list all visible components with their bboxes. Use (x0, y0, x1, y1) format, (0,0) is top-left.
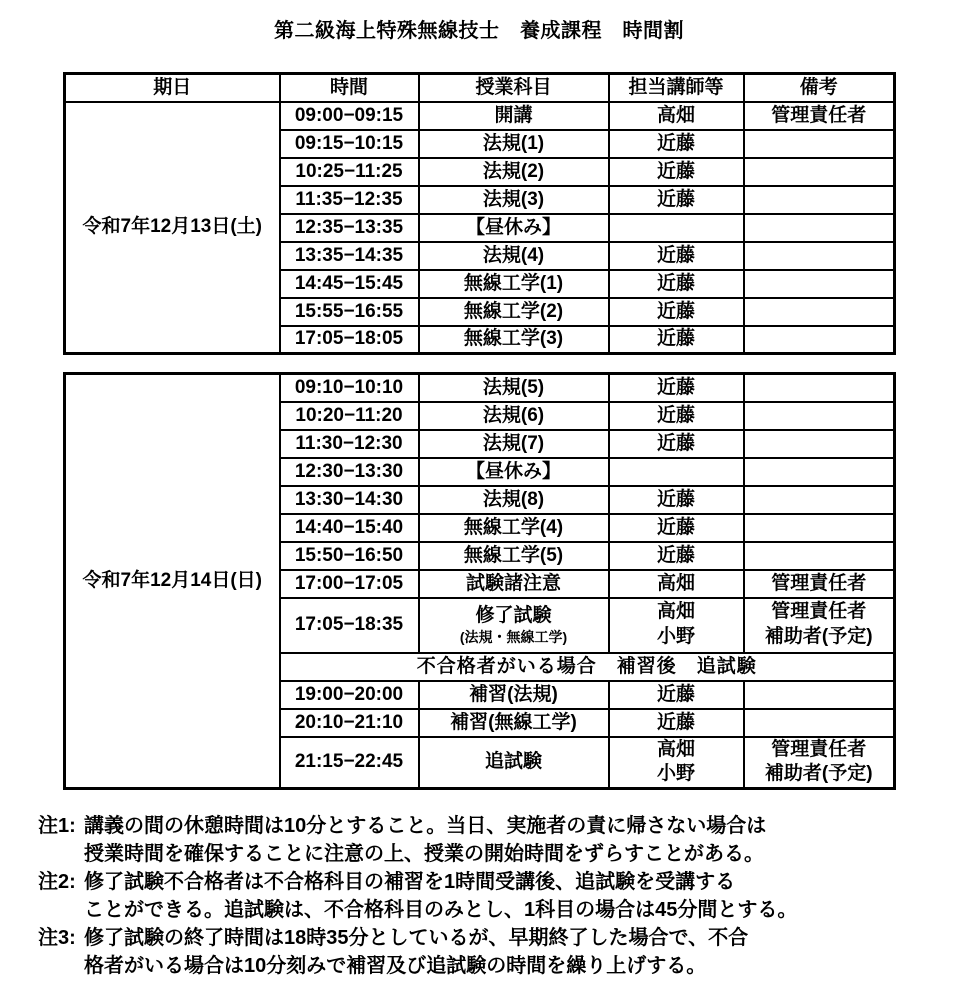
time-cell: 14:40−15:40 (280, 514, 419, 542)
remark-cell (744, 542, 895, 570)
instructor-cell: 高畑 (609, 570, 744, 598)
footnote-line: 修了試験の終了時間は18時35分としているが、早期終了した場合で、不合 (84, 927, 749, 949)
time-cell: 17:05−18:05 (280, 326, 419, 354)
remark-cell (744, 681, 895, 709)
remark-line2: 補助者(予定) (764, 626, 873, 647)
footnote-1 (38, 812, 933, 868)
time-cell: 12:35−13:35 (280, 214, 419, 242)
footnote-text (84, 812, 933, 868)
instructor-cell: 近藤 (609, 270, 744, 298)
time-cell: 17:00−17:05 (280, 570, 419, 598)
remark-line2: 補助者(予定) (764, 763, 873, 785)
time-cell: 09:10−10:10 (280, 374, 419, 402)
remark-cell (744, 326, 895, 354)
timetable-day2 (63, 372, 896, 790)
col-header-time: 時間 (280, 74, 419, 102)
date-cell-day2: 令和7年12月14日(日) (65, 374, 280, 789)
footnote-line: ことができる。追試験は、不合格科目のみとし、1科目の場合は45分間とする。 (84, 899, 798, 921)
footnote-line: 修了試験不合格者は不合格科目の補習を1時間受講後、追試験を受講する (84, 871, 736, 893)
subject-main: 修了試験 (475, 604, 552, 626)
instructor-cell: 近藤 (609, 430, 744, 458)
remark-cell (744, 270, 895, 298)
time-cell: 12:30−13:30 (280, 458, 419, 486)
remark-cell: 管理責任者 (744, 570, 895, 598)
col-header-date: 期日 (65, 74, 280, 102)
col-header-instructor: 担当講師等 (609, 74, 744, 102)
instructor-line1: 高畑 (656, 601, 695, 623)
subject-cell: 補習(無線工学) (419, 709, 609, 737)
time-cell: 21:15−22:45 (280, 737, 419, 789)
time-cell: 13:35−14:35 (280, 242, 419, 270)
subject-cell: 法規(7) (419, 430, 609, 458)
remark-cell (744, 374, 895, 402)
time-cell: 20:10−21:10 (280, 709, 419, 737)
instructor-cell: 近藤 (609, 542, 744, 570)
subject-cell: 【昼休み】 (419, 458, 609, 486)
instructor-cell: 近藤 (609, 681, 744, 709)
date-cell-day1: 令和7年12月13日(土) (65, 102, 280, 354)
subject-cell: 無線工学(1) (419, 270, 609, 298)
instructor-cell (609, 458, 744, 486)
subject-cell: 法規(2) (419, 158, 609, 186)
remark-cell (744, 186, 895, 214)
remark-cell (744, 402, 895, 430)
remark-cell (744, 598, 895, 653)
footnote-2 (38, 868, 933, 924)
instructor-cell: 近藤 (609, 158, 744, 186)
instructor-cell: 近藤 (609, 186, 744, 214)
instructor-line2: 小野 (656, 626, 695, 647)
footnote-text (84, 868, 933, 924)
time-cell: 13:30−14:30 (280, 486, 419, 514)
subject-cell: 法規(1) (419, 130, 609, 158)
footnotes (38, 812, 933, 980)
instructor-cell (609, 214, 744, 242)
instructor-cell: 高畑 (609, 102, 744, 130)
subject-sub: (法規・無線工学) (459, 629, 568, 646)
time-cell: 09:15−10:15 (280, 130, 419, 158)
subject-cell: 法規(3) (419, 186, 609, 214)
time-cell: 11:35−12:35 (280, 186, 419, 214)
subject-cell: 試験諸注意 (419, 570, 609, 598)
footnote-line: 講義の間の休憩時間は10分とすること。当日、実施者の責に帰さない場合は (84, 815, 767, 837)
footnote-label: 注1: (38, 815, 76, 837)
subject-cell: 法規(6) (419, 402, 609, 430)
col-header-subject: 授業科目 (419, 74, 609, 102)
remark-cell (744, 737, 895, 789)
subject-cell: 開講 (419, 102, 609, 130)
remark-cell (744, 158, 895, 186)
remark-cell (744, 458, 895, 486)
time-cell: 11:30−12:30 (280, 430, 419, 458)
subject-cell: 法規(8) (419, 486, 609, 514)
table-row (65, 102, 895, 130)
subject-cell: 追試験 (419, 737, 609, 789)
subject-cell: 無線工学(4) (419, 514, 609, 542)
time-cell: 09:00−09:15 (280, 102, 419, 130)
time-cell: 10:20−11:20 (280, 402, 419, 430)
instructor-cell (609, 598, 744, 653)
instructor-cell: 近藤 (609, 298, 744, 326)
col-header-remarks: 備考 (744, 74, 895, 102)
subject-cell: 【昼休み】 (419, 214, 609, 242)
subject-cell: 無線工学(5) (419, 542, 609, 570)
instructor-cell: 近藤 (609, 402, 744, 430)
subject-cell: 無線工学(3) (419, 326, 609, 354)
time-cell: 17:05−18:35 (280, 598, 419, 653)
time-cell: 10:25−11:25 (280, 158, 419, 186)
footnote-line: 格者がいる場合は10分刻みで補習及び追試験の時間を繰り上げする。 (84, 955, 707, 977)
footnote-label: 注3: (38, 927, 76, 949)
table-row (65, 374, 895, 402)
subject-cell: 法規(5) (419, 374, 609, 402)
instructor-cell: 近藤 (609, 486, 744, 514)
page-title: 第二級海上特殊無線技士 養成課程 時間割 (274, 20, 684, 42)
instructor-cell: 近藤 (609, 326, 744, 354)
subject-cell: 法規(4) (419, 242, 609, 270)
remark-cell (744, 242, 895, 270)
footnote-label: 注2: (38, 871, 76, 893)
instructor-line1: 高畑 (656, 738, 695, 760)
remark-cell (744, 430, 895, 458)
remark-cell (744, 514, 895, 542)
instructor-cell (609, 737, 744, 789)
subject-cell: 無線工学(2) (419, 298, 609, 326)
subject-cell (419, 598, 609, 653)
time-cell: 15:55−16:55 (280, 298, 419, 326)
instructor-cell: 近藤 (609, 709, 744, 737)
instructor-cell: 近藤 (609, 374, 744, 402)
time-cell: 19:00−20:00 (280, 681, 419, 709)
remark-cell (744, 298, 895, 326)
remark-cell (744, 214, 895, 242)
header-row (65, 74, 895, 102)
instructor-line2: 小野 (656, 763, 695, 785)
time-cell: 15:50−16:50 (280, 542, 419, 570)
footnote-line: 授業時間を確保することに注意の上、授業の開始時間をずらすことがある。 (84, 843, 764, 865)
time-cell: 14:45−15:45 (280, 270, 419, 298)
remark-line1: 管理責任者 (771, 738, 867, 760)
remark-cell: 管理責任者 (744, 102, 895, 130)
instructor-cell: 近藤 (609, 514, 744, 542)
footnote-text (84, 924, 933, 980)
subject-cell: 補習(法規) (419, 681, 609, 709)
instructor-cell: 近藤 (609, 130, 744, 158)
retest-note-cell: 不合格者がいる場合 補習後 追試験 (280, 653, 895, 681)
remark-cell (744, 130, 895, 158)
remark-cell (744, 709, 895, 737)
instructor-cell: 近藤 (609, 242, 744, 270)
remark-cell (744, 486, 895, 514)
footnote-3 (38, 924, 933, 980)
remark-line1: 管理責任者 (771, 601, 867, 623)
timetable-day1 (63, 72, 896, 355)
